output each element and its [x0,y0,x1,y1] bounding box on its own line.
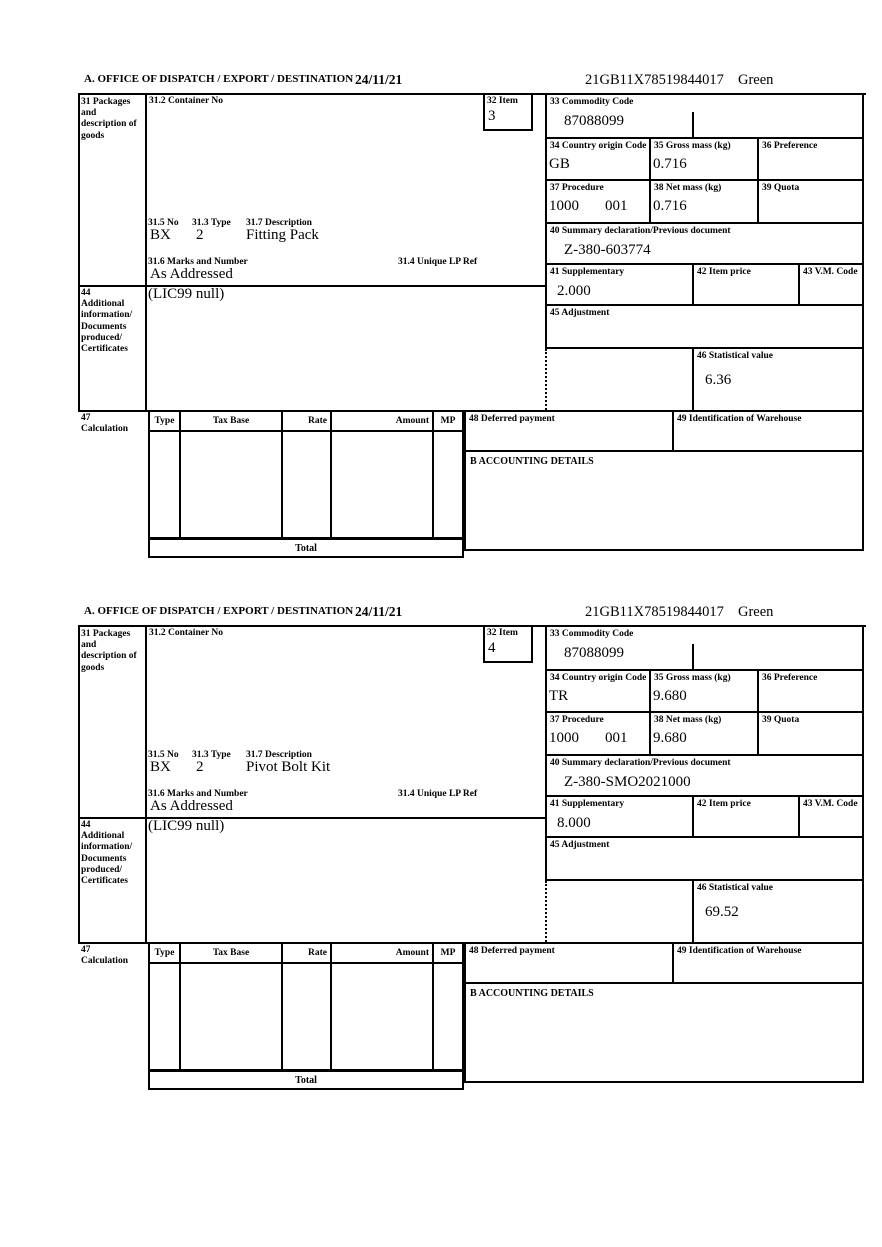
box31-5-no-label: 31.5 No [148,750,179,760]
box31-2-container-no-label: 31.2 Container No [149,628,223,638]
box44-label [81,288,138,355]
box31-4-lp-ref-label: 31.4 Unique LP Ref [398,789,478,799]
box49-warehouse-id [672,410,864,452]
declaration-item-section-2 [78,604,866,1094]
box42-label: 42 Item price [697,267,751,277]
calc-cell-type [148,430,181,539]
calc-cell-mp [432,430,464,539]
movement-reference-number: 21GB11X78519844017 [585,604,724,620]
box47-label [81,413,138,435]
box43-vm-code [798,795,864,838]
box49-warehouse-id [672,942,864,984]
box47-text: Calculation [81,956,128,967]
box32-item-number [483,93,533,131]
box35-gross-mass [649,137,759,181]
box48-label: 48 Deferred payment [469,946,555,956]
box46-statistical-value [692,347,864,412]
calculation-top-rule [78,942,150,944]
procedure-value: 1000 [549,730,579,747]
box34-country-origin [545,669,651,713]
box31-7-description-label: 31.7 Description [246,218,312,228]
box47-number: 47 [81,413,91,423]
box40-previous-document [545,754,864,797]
box34-label: 34 Country origin Code [550,141,647,151]
accounting-details-box [464,982,864,1083]
package-no-value: BX [150,227,171,243]
package-description-value: Pivot Bolt Kit [246,759,331,775]
box39-quota [757,179,864,224]
statistical-value: 69.52 [705,904,739,921]
calc-cell-amount [330,430,434,539]
box40-label: 40 Summary declaration/Previous document [550,758,731,768]
box35-gross-mass [649,669,759,713]
supplementary-value: 2.000 [557,283,591,300]
calc-header-amount: Amount [330,942,434,964]
package-no-value: BX [150,759,171,775]
box35-label: 35 Gross mass (kg) [654,141,731,151]
box31-4-lp-ref-label: 31.4 Unique LP Ref [398,257,478,267]
box41-label: 41 Supplementary [550,799,625,809]
box49-label: 49 Identification of Warehouse [677,414,802,424]
box47-text: Calculation [81,424,128,435]
calc-header-tax-base: Tax Base [179,410,283,432]
calc-cell-rate [281,430,332,539]
calc-header-mp: MP [432,942,464,964]
statistical-value: 6.36 [705,372,732,389]
box44-number: 44 [81,820,91,830]
country-origin-value: TR [549,688,569,705]
box42-item-price [692,263,800,306]
declaration-date: 24/11/21 [355,604,403,619]
office-of-dispatch-heading: A. OFFICE OF DISPATCH / EXPORT / DESTINATION [84,73,354,85]
dotted-vertical-divider [545,349,547,410]
marks-and-number-value: As Addressed [150,798,233,814]
box37-procedure [545,179,651,224]
gross-mass-value: 9.680 [653,688,687,705]
item-number-value: 4 [488,640,496,657]
box32-label: 32 Item [487,628,518,638]
label-column-divider [145,625,147,942]
calc-header-amount: Amount [330,410,434,432]
box31-6-marks-label: 31.6 Marks and Number [148,257,248,267]
box34-label: 34 Country origin Code [550,673,647,683]
box40-previous-document [545,222,864,265]
box45-adjustment [545,304,864,349]
box38-label: 38 Net mass (kg) [654,715,722,725]
box48-deferred-payment [464,410,674,452]
commodity-code-divider-tick [692,644,694,669]
form-left-border [78,93,80,410]
box33-label: 33 Commodity Code [550,629,634,639]
net-mass-value: 9.680 [653,730,687,747]
declaration-date: 24/11/21 [355,72,403,87]
box45-label: 45 Adjustment [550,308,610,318]
box44-text: Additional information/ Documents produced/ Certificates [81,299,133,355]
box31-6-marks-label: 31.6 Marks and Number [148,789,248,799]
box31-label: 31 Packages and description of goods [81,97,137,141]
box36-label: 36 Preference [762,673,818,683]
box48-label: 48 Deferred payment [469,414,555,424]
calc-cell-tax-base [179,962,283,1071]
label-column-divider [145,93,147,410]
procedure-value: 1000 [549,198,579,215]
routing-status: Green [738,604,774,620]
box46-label: 46 Statistical value [697,883,773,893]
box31-2-container-no-label: 31.2 Container No [149,96,223,106]
form-left-border [78,625,80,942]
package-type-value: 2 [196,227,204,243]
procedure-value-2: 001 [605,730,628,747]
accounting-details-box [464,450,864,551]
box33-commodity-code [545,625,864,671]
box42-label: 42 Item price [697,799,751,809]
net-mass-value: 0.716 [653,198,687,215]
box38-net-mass [649,711,759,756]
movement-reference-number: 21GB11X78519844017 [585,72,724,88]
marks-and-number-value: As Addressed [150,266,233,282]
calc-header-type: Type [148,410,181,432]
box31-3-type-label: 31.3 Type [192,218,231,228]
calc-total-row: Total [148,1070,464,1090]
package-description-value: Fitting Pack [246,227,319,243]
accounting-details-label: B ACCOUNTING DETAILS [470,456,594,467]
box39-quota [757,711,864,756]
box43-label: 43 V.M. Code [803,799,858,809]
box49-label: 49 Identification of Warehouse [677,946,802,956]
commodity-code-value: 87088099 [564,645,624,662]
box31-7-description-label: 31.7 Description [246,750,312,760]
calc-cell-rate [281,962,332,1071]
box31-3-type-label: 31.3 Type [192,750,231,760]
calc-cell-type [148,962,181,1071]
calc-total-row: Total [148,538,464,558]
box36-label: 36 Preference [762,141,818,151]
box32-label: 32 Item [487,96,518,106]
additional-info-value: (LIC99 null) [148,286,225,302]
package-type-value: 2 [196,759,204,775]
calculation-top-rule [78,410,150,412]
commodity-code-divider-tick [692,112,694,137]
box37-procedure [545,711,651,756]
box44-text: Additional information/ Documents produced/ Certificates [81,831,133,887]
box41-supplementary [545,263,694,306]
procedure-value-2: 001 [605,198,628,215]
box36-preference [757,137,864,181]
declaration-item-section-1 [78,72,866,562]
box43-vm-code [798,263,864,306]
calc-header-mp: MP [432,410,464,432]
box46-label: 46 Statistical value [697,351,773,361]
box47-label [81,945,138,967]
calc-cell-mp [432,962,464,1071]
office-of-dispatch-heading: A. OFFICE OF DISPATCH / EXPORT / DESTINATION [84,605,354,617]
routing-status: Green [738,72,774,88]
accounting-details-label: B ACCOUNTING DETAILS [470,988,594,999]
box37-label: 37 Procedure [550,183,604,193]
calc-header-tax-base: Tax Base [179,942,283,964]
box40-label: 40 Summary declaration/Previous document [550,226,731,236]
item-number-value: 3 [488,108,496,125]
box38-label: 38 Net mass (kg) [654,183,722,193]
previous-document-value: Z-380-SMO2021000 [564,774,691,791]
dotted-vertical-divider [545,881,547,942]
calc-header-rate: Rate [281,942,332,964]
box39-label: 39 Quota [762,715,800,725]
box46-statistical-value [692,879,864,944]
box35-label: 35 Gross mass (kg) [654,673,731,683]
box47-number: 47 [81,945,91,955]
box48-deferred-payment [464,942,674,984]
box44-label [81,820,138,887]
previous-document-value: Z-380-603774 [564,242,651,259]
box38-net-mass [649,179,759,224]
box39-label: 39 Quota [762,183,800,193]
country-origin-value: GB [549,156,570,173]
box41-supplementary [545,795,694,838]
calc-header-rate: Rate [281,410,332,432]
additional-info-value: (LIC99 null) [148,818,225,834]
calc-cell-amount [330,962,434,1071]
box37-label: 37 Procedure [550,715,604,725]
gross-mass-value: 0.716 [653,156,687,173]
box43-label: 43 V.M. Code [803,267,858,277]
commodity-code-value: 87088099 [564,113,624,130]
box34-country-origin [545,137,651,181]
box44-number: 44 [81,288,91,298]
box32-item-number [483,625,533,663]
box45-adjustment [545,836,864,881]
box33-label: 33 Commodity Code [550,97,634,107]
box45-label: 45 Adjustment [550,840,610,850]
box36-preference [757,669,864,713]
box31-label: 31 Packages and description of goods [81,629,137,673]
box31-5-no-label: 31.5 No [148,218,179,228]
box42-item-price [692,795,800,838]
box33-commodity-code [545,93,864,139]
calc-header-type: Type [148,942,181,964]
calc-cell-tax-base [179,430,283,539]
supplementary-value: 8.000 [557,815,591,832]
box41-label: 41 Supplementary [550,267,625,277]
